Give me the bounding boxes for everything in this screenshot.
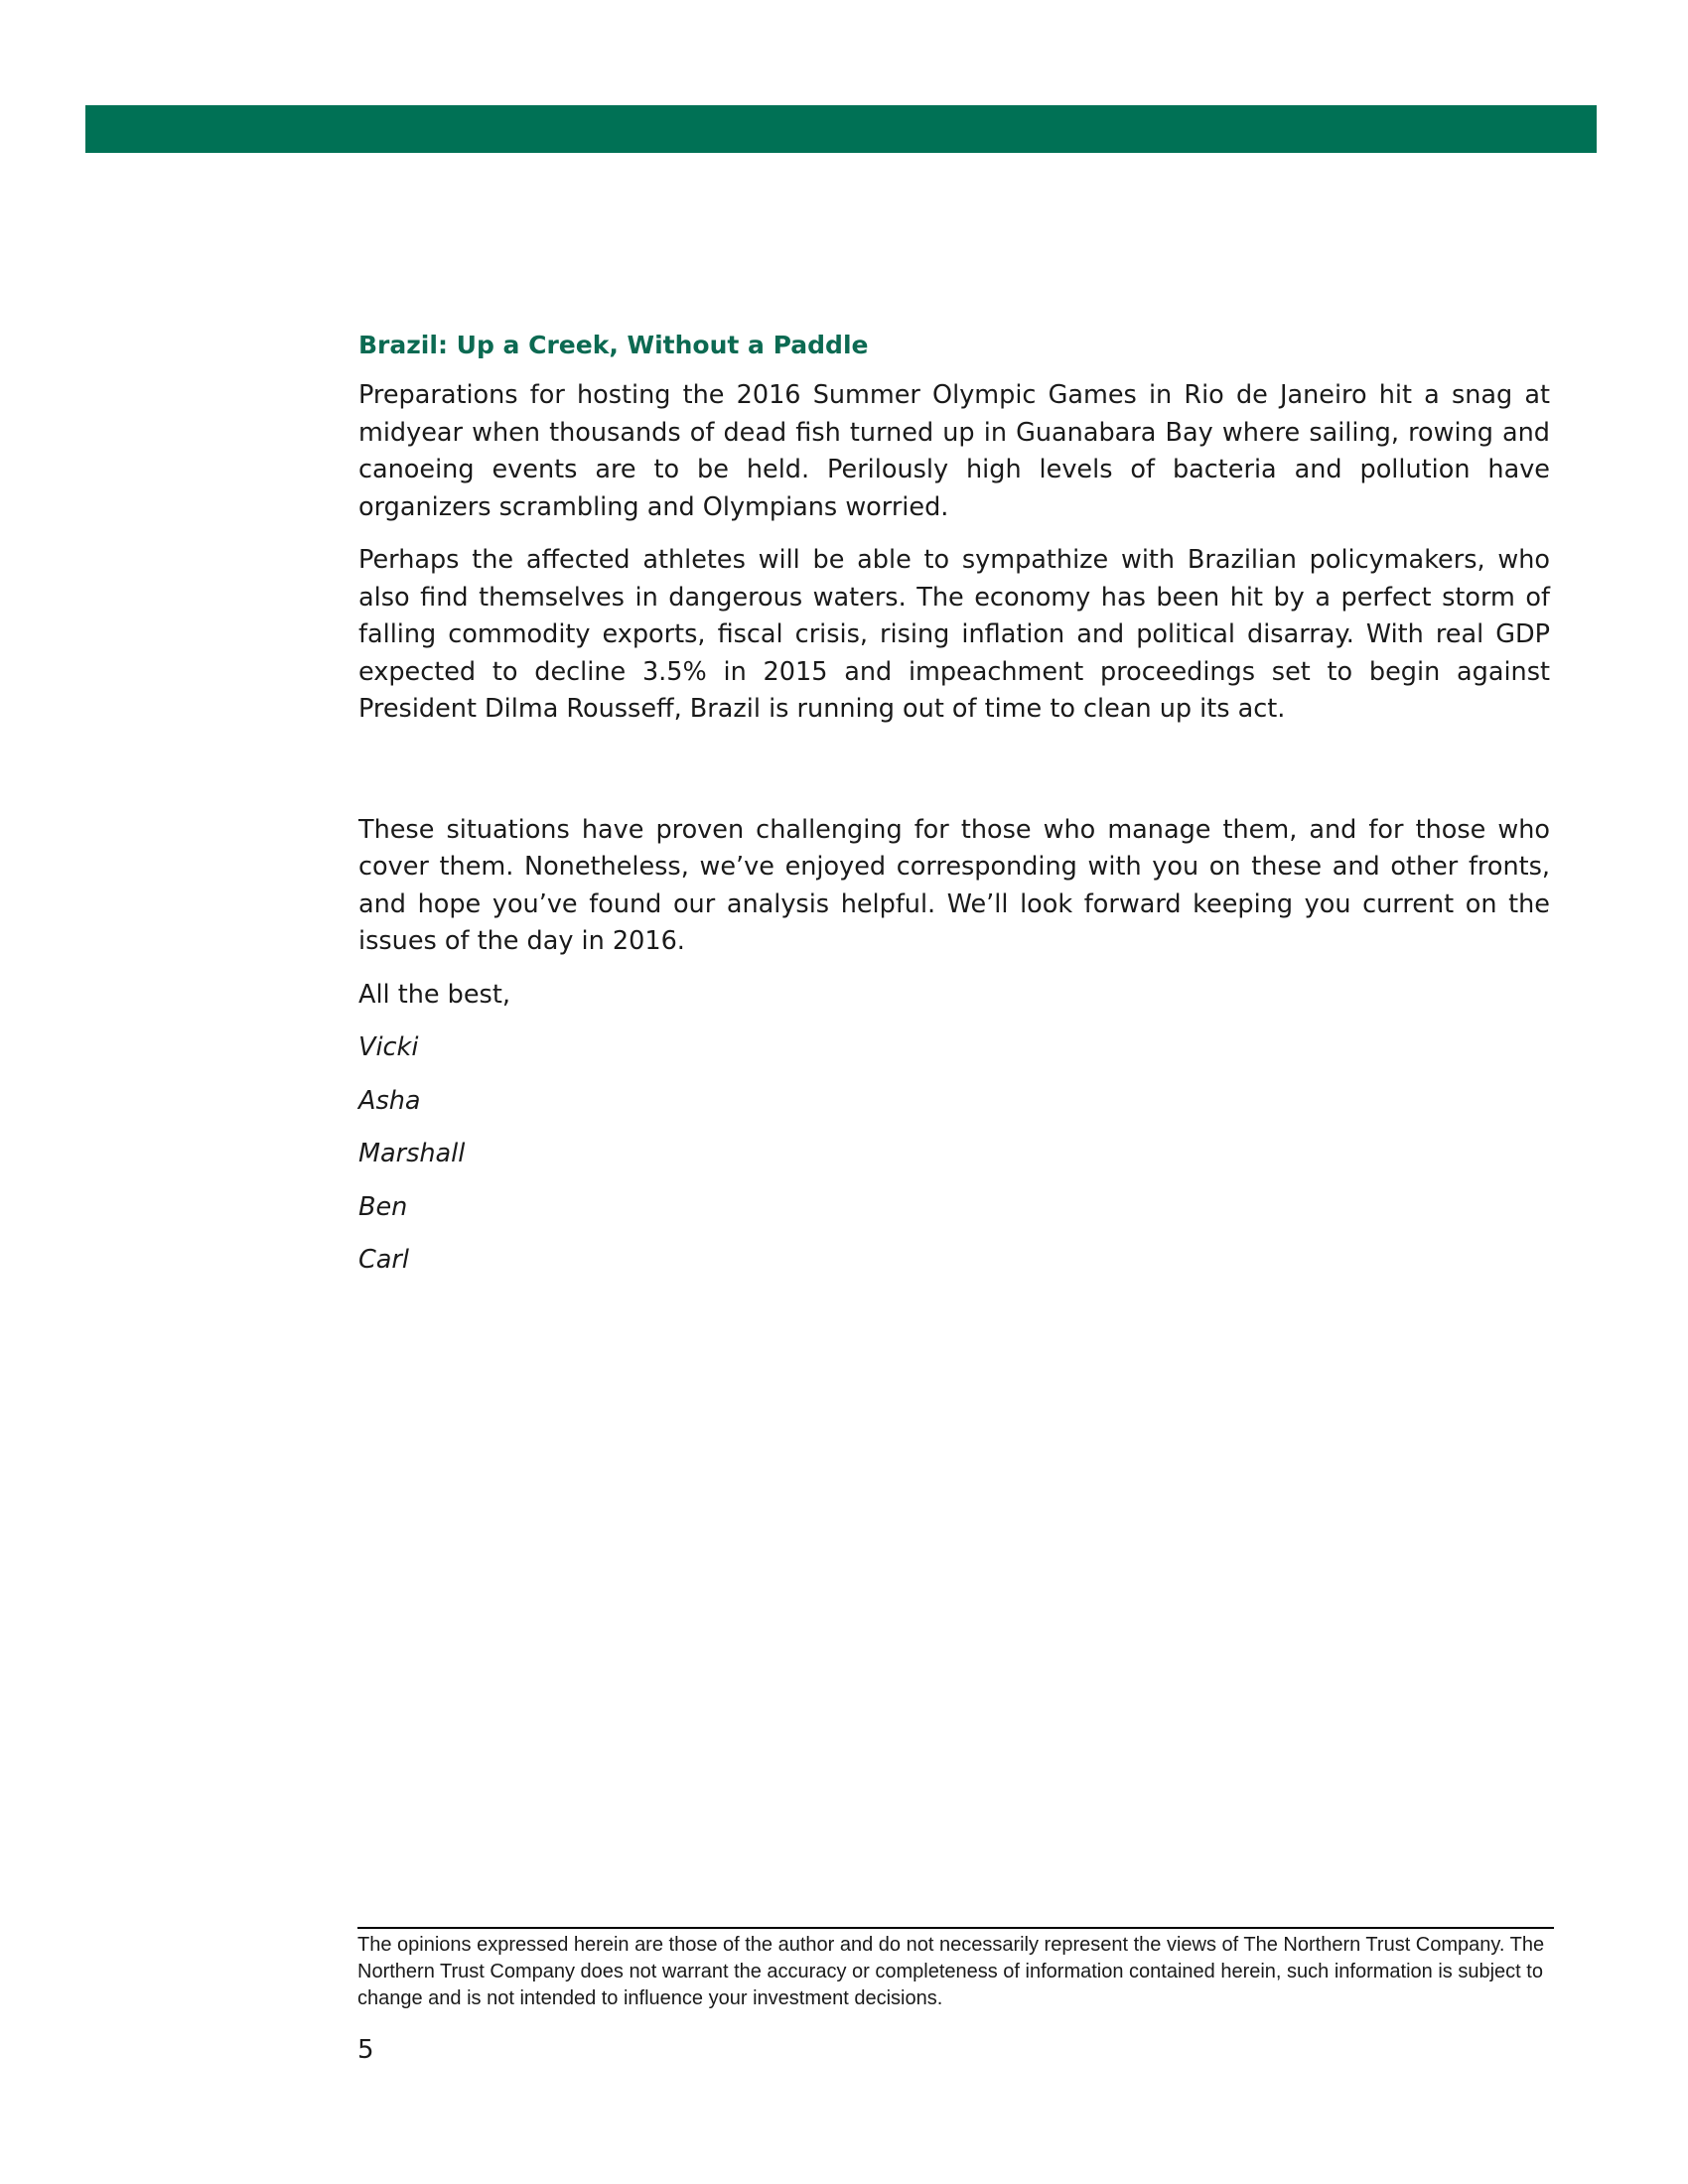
paragraph-spacer (358, 745, 1550, 812)
header-accent-band (85, 105, 1597, 153)
body-paragraph: Perhaps the affected athletes will be able to sympathize with Brazilian policymakers, who also find themselves in dangerous waters. The economy has been hit by a perfect storm of falling commodity exports, fiscal crisis, rising inflation and political disarray. With real GDP expected to decline 3.5% in 2015 and impeachment proceedings set to begin against President Dilma Rousseff, Brazil is running out of time to clean up its act. (358, 545, 1550, 724)
signoff-line: All the best, (358, 979, 510, 1010)
signature-name: Vicki (358, 1032, 419, 1062)
body-paragraph: Preparations for hosting the 2016 Summer Olympic Games in Rio de Janeiro hit a snag at midyear when thousands of dead fish turned up in Guanabara Bay where sailing, rowing and canoeing events are to be held. Perilously high levels of bacteria and pollution have organizers scrambling and Olympians worried. (358, 380, 1550, 522)
signature-name: Asha (358, 1085, 421, 1116)
footer-disclaimer: The opinions expressed herein are those of the author and do not necessarily represent the views of The Northern Trust Company. The Northern Trust Company does not warrant the accuracy or completeness of information contained herein, such information is subject to change and is not intended to influence your investment decisions. (357, 1934, 1545, 2009)
footer-divider (357, 1927, 1554, 1929)
signature-name: Carl (358, 1245, 409, 1275)
signature-name: Ben (358, 1191, 408, 1222)
main-content (358, 328, 1550, 1296)
closing-paragraph: These situations have proven challenging for those who manage them, and for those who cover them. Nonetheless, we’ve enjoyed corresponding with you on these and other fronts, and hope you’ve found our analysis helpful. We’ll look forward keeping you current on the issues of the day in 2016. (358, 814, 1550, 956)
page-number: 5 (357, 2035, 374, 2065)
section-heading: Brazil: Up a Creek, Without a Paddle (358, 331, 869, 359)
signature-name: Marshall (358, 1139, 466, 1168)
